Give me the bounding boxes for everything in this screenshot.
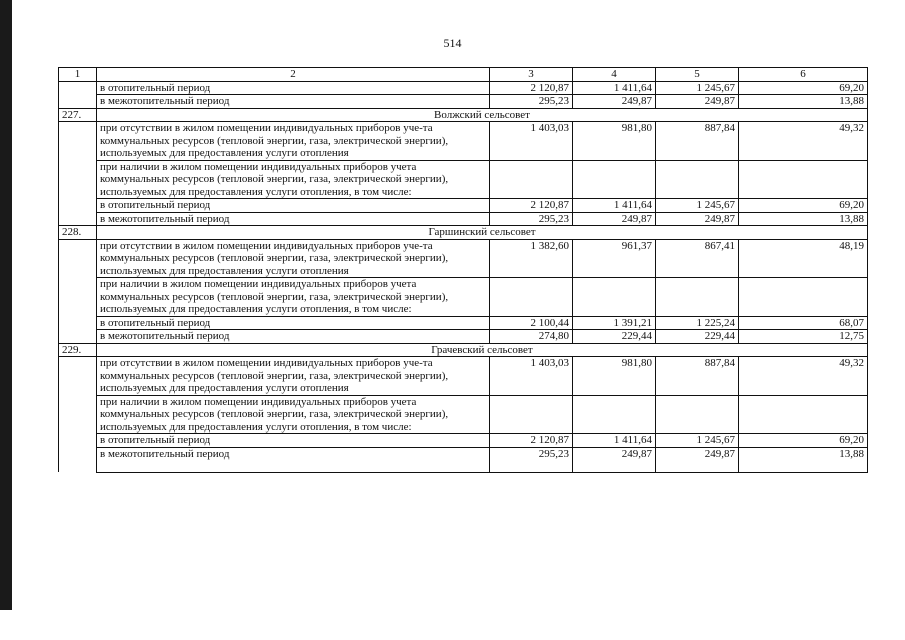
value-cell: 867,41: [656, 239, 739, 278]
section-header-row: [59, 226, 868, 240]
row-label: при наличии в жилом помещении индивидуальных приборов учета коммунальных ресурсов (тепловой энергии, газа, электрической энергии), используемых для предоставления услуги отопления, в том числе:: [97, 160, 490, 199]
table-row: [59, 330, 868, 344]
value-cell: 1 403,03: [490, 357, 573, 396]
table-row: [59, 278, 868, 317]
section-number: 227.: [59, 108, 97, 122]
section-title: Грачевский сельсовет: [97, 343, 868, 357]
table-row: [59, 122, 868, 161]
row-label: при отсутствии в жилом помещении индивидуальных приборов уче-та коммунальных ресурсов (тепловой энергии, газа, электрической энергии), используемых для предоставления услуги отопления: [97, 357, 490, 396]
value-cell: 1 391,21: [573, 316, 656, 330]
table-row: [59, 81, 868, 95]
value-cell: 2 120,87: [490, 199, 573, 213]
section-header-row: [59, 108, 868, 122]
value-cell-empty: [739, 395, 868, 434]
value-cell-empty: [656, 395, 739, 434]
column-header: 4: [573, 68, 656, 82]
value-cell: 68,07: [739, 316, 868, 330]
value-cell-empty: [656, 278, 739, 317]
index-cell-empty: [59, 278, 97, 317]
row-label: в межотопительный период: [97, 212, 490, 226]
table-row: [59, 95, 868, 109]
table-row: [59, 199, 868, 213]
value-cell: 1 245,67: [656, 199, 739, 213]
section-number: 228.: [59, 226, 97, 240]
row-label: в межотопительный период: [97, 330, 490, 344]
column-header: 1: [59, 68, 97, 82]
value-cell: 1 411,64: [573, 81, 656, 95]
index-cell-empty: [59, 239, 97, 278]
table-row: [59, 357, 868, 396]
row-label: в отопительный период: [97, 316, 490, 330]
value-cell: 249,87: [656, 212, 739, 226]
value-cell: 1 403,03: [490, 122, 573, 161]
row-label: при наличии в жилом помещении индивидуальных приборов учета коммунальных ресурсов (тепловой энергии, газа, электрической энергии), используемых для предоставления услуги отопления, в том числе:: [97, 278, 490, 317]
index-cell-empty: [59, 160, 97, 199]
table-row: [59, 434, 868, 448]
value-cell-empty: [573, 278, 656, 317]
table-row: [59, 239, 868, 278]
value-cell: 1 245,67: [656, 434, 739, 448]
column-number-row: [59, 68, 868, 82]
value-cell-empty: [656, 160, 739, 199]
column-header: 2: [97, 68, 490, 82]
value-cell-empty: [573, 160, 656, 199]
value-cell: 2 120,87: [490, 434, 573, 448]
index-cell-empty: [59, 95, 97, 109]
index-cell-empty: [59, 212, 97, 226]
row-label: в отопительный период: [97, 81, 490, 95]
section-title: Волжский сельсовет: [97, 108, 868, 122]
section-header-row: [59, 343, 868, 357]
value-cell: 249,87: [573, 95, 656, 109]
tariff-table: [58, 67, 868, 473]
value-cell: 1 245,67: [656, 81, 739, 95]
value-cell: 249,87: [573, 447, 656, 472]
value-cell: 2 120,87: [490, 81, 573, 95]
row-label: в отопительный период: [97, 434, 490, 448]
index-cell-empty: [59, 434, 97, 448]
value-cell: 13,88: [739, 447, 868, 472]
value-cell: 229,44: [656, 330, 739, 344]
value-cell: 1 411,64: [573, 434, 656, 448]
index-cell-empty: [59, 316, 97, 330]
scan-edge-bar: [0, 0, 12, 610]
value-cell: 249,87: [656, 447, 739, 472]
column-header: 5: [656, 68, 739, 82]
index-cell-empty: [59, 447, 97, 472]
value-cell: 69,20: [739, 199, 868, 213]
value-cell: 1 382,60: [490, 239, 573, 278]
table-row: [59, 395, 868, 434]
value-cell: 887,84: [656, 122, 739, 161]
value-cell: 13,88: [739, 212, 868, 226]
page-number: 514: [443, 36, 462, 50]
value-cell-empty: [490, 160, 573, 199]
index-cell-empty: [59, 395, 97, 434]
value-cell: 295,23: [490, 212, 573, 226]
index-cell-empty: [59, 122, 97, 161]
value-cell: 49,32: [739, 357, 868, 396]
value-cell: 295,23: [490, 95, 573, 109]
value-cell-empty: [490, 395, 573, 434]
value-cell: 48,19: [739, 239, 868, 278]
value-cell: 249,87: [573, 212, 656, 226]
row-label: в межотопительный период: [97, 447, 490, 472]
section-number: 229.: [59, 343, 97, 357]
value-cell: 2 100,44: [490, 316, 573, 330]
value-cell: 13,88: [739, 95, 868, 109]
section-title: Гаршинский сельсовет: [97, 226, 868, 240]
value-cell: 295,23: [490, 447, 573, 472]
value-cell: 1 225,24: [656, 316, 739, 330]
value-cell: 249,87: [656, 95, 739, 109]
column-header: 6: [739, 68, 868, 82]
value-cell: 69,20: [739, 434, 868, 448]
row-label: в отопительный период: [97, 199, 490, 213]
index-cell-empty: [59, 199, 97, 213]
row-label: при отсутствии в жилом помещении индивидуальных приборов уче-та коммунальных ресурсов (тепловой энергии, газа, электрической энергии), используемых для предоставления услуги отопления: [97, 239, 490, 278]
value-cell-empty: [739, 278, 868, 317]
value-cell: 12,75: [739, 330, 868, 344]
value-cell-empty: [573, 395, 656, 434]
table-row: [59, 316, 868, 330]
row-label: при отсутствии в жилом помещении индивидуальных приборов уче-та коммунальных ресурсов (тепловой энергии, газа, электрической энергии), используемых для предоставления услуги отопления: [97, 122, 490, 161]
value-cell: 69,20: [739, 81, 868, 95]
row-label: в межотопительный период: [97, 95, 490, 109]
value-cell: 49,32: [739, 122, 868, 161]
value-cell-empty: [490, 278, 573, 317]
row-label: при наличии в жилом помещении индивидуальных приборов учета коммунальных ресурсов (тепловой энергии, газа, электрической энергии), используемых для предоставления услуги отопления, в том числе:: [97, 395, 490, 434]
value-cell: 274,80: [490, 330, 573, 344]
value-cell: 961,37: [573, 239, 656, 278]
index-cell-empty: [59, 330, 97, 344]
table-row: [59, 160, 868, 199]
value-cell: 887,84: [656, 357, 739, 396]
index-cell-empty: [59, 81, 97, 95]
value-cell: 981,80: [573, 357, 656, 396]
value-cell-empty: [739, 160, 868, 199]
column-header: 3: [490, 68, 573, 82]
value-cell: 981,80: [573, 122, 656, 161]
value-cell: 1 411,64: [573, 199, 656, 213]
table-row: [59, 447, 868, 472]
value-cell: 229,44: [573, 330, 656, 344]
table-row: [59, 212, 868, 226]
index-cell-empty: [59, 357, 97, 396]
